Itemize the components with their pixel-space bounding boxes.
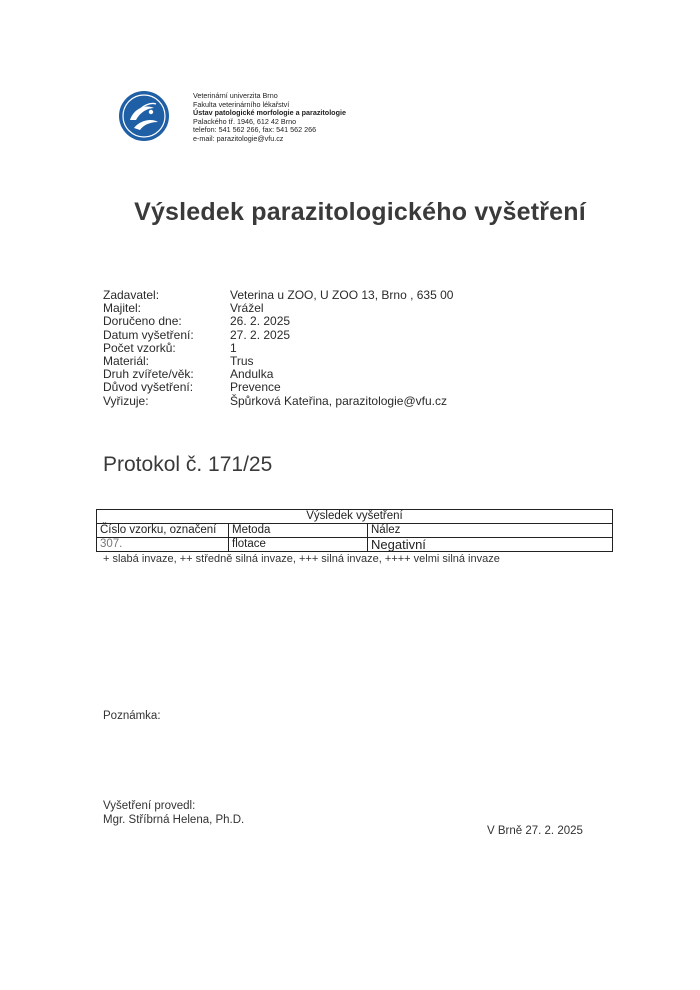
info-value: Trus	[230, 354, 254, 369]
institution-line: telefon: 541 562 266, fax: 541 562 266	[193, 125, 317, 135]
institution-line: Palackého tř. 1946, 612 42 Brno	[193, 116, 297, 126]
invasion-legend: + slabá invaze, ++ středně silná invaze, +++ silná invaze, ++++ velmi silná invaze	[103, 553, 500, 565]
info-label: Doručeno dne:	[103, 314, 182, 329]
info-value: 26. 2. 2025	[230, 314, 291, 329]
performed-by-name: Mgr. Stříbrná Helena, Ph.D.	[103, 814, 245, 826]
info-value: Prevence	[230, 380, 281, 395]
info-label: Materiál:	[103, 354, 150, 369]
performed-by	[103, 799, 244, 827]
info-label: Zadavatel:	[103, 288, 160, 302]
table-caption-row	[97, 510, 613, 524]
info-value: Vrážel	[230, 301, 264, 316]
info-value: Veterina u ZOO, U ZOO 13, Brno , 635 00	[230, 288, 454, 302]
column-header: Číslo vzorku, označení	[97, 524, 229, 538]
finding-cell: Negativní	[368, 538, 613, 552]
page-title: Výsledek parazitologického vyšetření	[134, 198, 586, 226]
info-value: Špůrková Kateřina, parazitologie@vfu.cz	[230, 393, 447, 408]
request-info	[103, 289, 453, 408]
info-label: Majitel:	[103, 301, 142, 316]
sample-id-cell: 307.	[97, 538, 229, 552]
info-label: Vyřizuje:	[103, 393, 149, 408]
method-cell: flotace	[229, 538, 368, 552]
table-header-row	[97, 524, 613, 538]
performed-by-label: Vyšetření provedl:	[103, 800, 196, 812]
info-label: Datum vyšetření:	[103, 327, 194, 342]
table-row	[97, 538, 613, 552]
institution-line: Fakulta veterinárního lékařství	[193, 99, 290, 109]
info-value: 1	[230, 340, 237, 355]
info-row	[103, 289, 453, 302]
university-seal-icon	[118, 90, 170, 142]
info-label: Druh zvířete/věk:	[103, 367, 194, 382]
info-label: Důvod vyšetření:	[103, 380, 194, 395]
column-header: Metoda	[229, 524, 368, 538]
info-row	[103, 315, 453, 328]
info-value: Andulka	[230, 367, 274, 382]
place-date: V Brně 27. 2. 2025	[487, 825, 583, 837]
note-label: Poznámka:	[103, 710, 161, 722]
protocol-number: Protokol č. 171/25	[103, 453, 273, 476]
institution-line: Veterinární univerzita Brno	[193, 91, 278, 100]
info-label: Počet vzorků:	[103, 340, 176, 355]
table-caption: Výsledek vyšetření	[97, 510, 613, 524]
info-row	[103, 342, 453, 355]
info-row	[103, 381, 453, 394]
institution-address	[193, 92, 346, 144]
institution-line: e-mail: parazitologie@vfu.cz	[193, 133, 284, 143]
info-row	[103, 395, 453, 408]
results-table	[96, 509, 613, 552]
institution-line: Ústav patologické morfologie a parazitologie	[193, 108, 346, 118]
info-value: 27. 2. 2025	[230, 327, 291, 342]
column-header: Nález	[368, 524, 613, 538]
info-row	[103, 329, 453, 342]
